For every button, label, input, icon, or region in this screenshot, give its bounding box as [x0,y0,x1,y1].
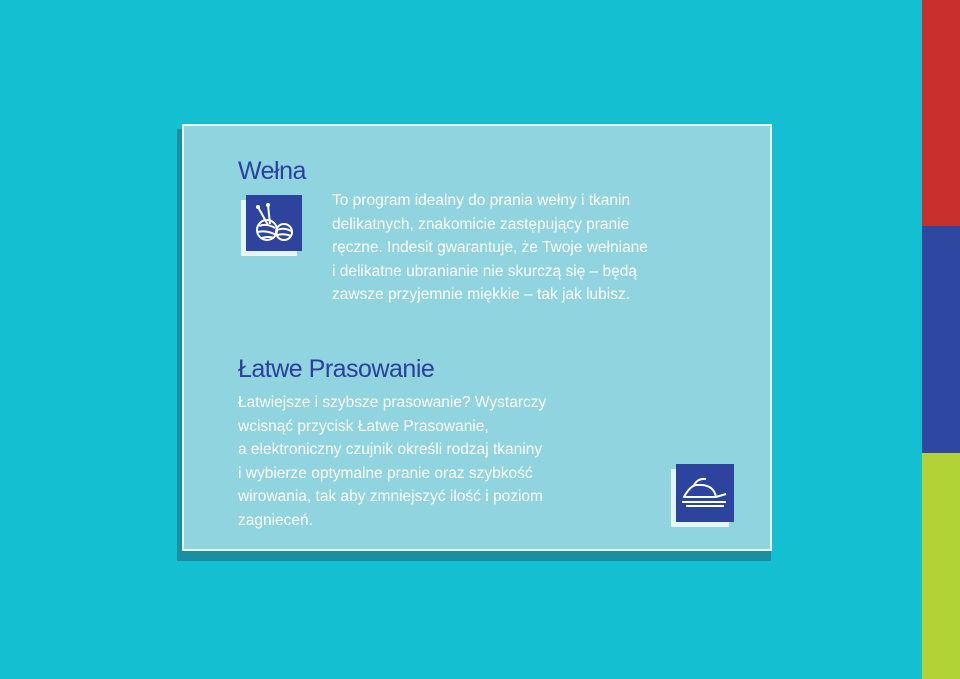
easy-iron-description: Łatwiejsze i szybsze prasowanie? Wystarczy wcisnąć przycisk Łatwe Prasowanie, a elektroniczny czujnik określi rodzaj tkaniny i wybierze optymalne pranie oraz szybkość wirowania, tak aby zmniejszyć ilość i poziom zagnieceń. [238,394,547,529]
side-stripe-blue [922,226,960,453]
side-stripe-green [922,453,960,679]
easy-iron-title: Łatwe Prasowanie [238,355,435,383]
wool-description: To program idealny do prania wełny i tkanin delikatnych, znakomicie zastępujący pranie ręczne. Indesit gwarantuje, że Twoje wełniane i delikatne ubranianie nie skurczą się – będą zawsze przyjemnie miękkie – tak jak lubisz. [332,192,648,303]
wool-title: Wełna [238,157,306,185]
yarn-balls-icon [246,195,302,251]
iron-icon [676,464,734,522]
side-stripe-red [922,0,960,226]
